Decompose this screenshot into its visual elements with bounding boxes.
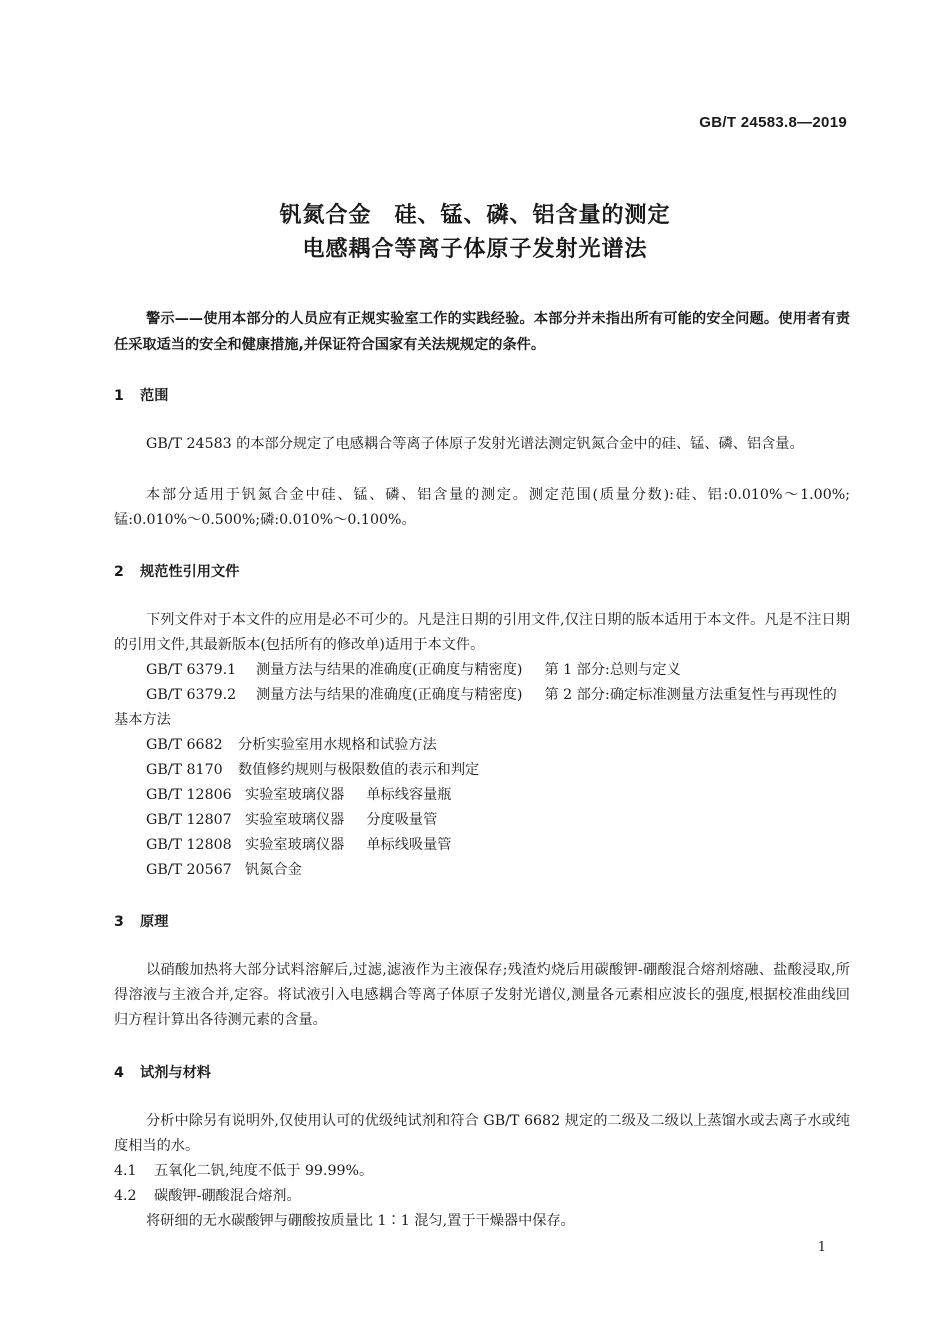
reference-title: 实验室玻璃仪器 bbox=[245, 837, 345, 853]
scope-paragraph-1: GB/T 24583 的本部分规定了电感耦合等离子体原子发射光谱法测定钒氮合金中的硅、锰、磷、铝含量。 bbox=[146, 436, 804, 452]
section-heading-3 bbox=[114, 911, 168, 931]
section-number: 2 bbox=[114, 564, 124, 580]
reference-code: GB/T 12807 bbox=[146, 812, 232, 828]
reference-code: GB/T 6682 bbox=[146, 737, 223, 753]
reference-item bbox=[114, 833, 850, 858]
reference-title: 数值修约规则与极限数值的表示和判定 bbox=[238, 762, 480, 778]
reference-part: 第 2 部分:确定标准测量方法重复性与再现性的基本方法 bbox=[114, 687, 837, 728]
section-title: 试剂与材料 bbox=[140, 1065, 211, 1081]
document-title-line1: 钒氮合金 硅、锰、磷、铝含量的测定 bbox=[279, 203, 671, 228]
reference-item bbox=[114, 733, 850, 758]
reference-code: GB/T 20567 bbox=[146, 862, 232, 878]
reference-title: 测量方法与结果的准确度(正确度与精密度) bbox=[256, 662, 523, 678]
scope-paragraph-2: 本部分适用于钒氮合金中硅、锰、磷、铝含量的测定。测定范围(质量分数):硅、铝:0.010%～1.00%;锰:0.010%～0.500%;磷:0.010%～0.100%。 bbox=[114, 487, 850, 528]
page-number: 1 bbox=[817, 1240, 826, 1255]
clause-number: 4.1 bbox=[114, 1163, 137, 1179]
section-number: 4 bbox=[114, 1065, 124, 1081]
reference-part: 单标线吸量管 bbox=[366, 837, 452, 853]
reference-code: GB/T 6379.1 bbox=[146, 662, 237, 678]
reference-item bbox=[114, 758, 850, 783]
reference-title: 分析实验室用水规格和试验方法 bbox=[238, 737, 437, 753]
reference-item bbox=[114, 683, 850, 733]
reference-title: 钒氮合金 bbox=[245, 862, 302, 878]
section-title: 范围 bbox=[140, 388, 169, 404]
clause-4-2 bbox=[114, 1184, 850, 1209]
principle-paragraph: 以硝酸加热将大部分试料溶解后,过滤,滤液作为主液保存;残渣灼烧后用碳酸钾-硼酸混合熔剂熔融、盐酸浸取,所得溶液与主液合并,定容。将试液引入电感耦合等离子体原子发射光谱仪,测量各元素相应波长的强度,根据校准曲线回归方程计算出各待测元素的含量。 bbox=[114, 962, 850, 1028]
section-number: 1 bbox=[114, 388, 124, 404]
clause-text: 碳酸钾-硼酸混合熔剂。 bbox=[154, 1188, 301, 1204]
section-heading-2 bbox=[114, 561, 239, 581]
reference-item bbox=[114, 808, 850, 833]
clause-text: 五氧化二钒,纯度不低于 99.99%。 bbox=[154, 1163, 374, 1179]
reference-code: GB/T 6379.2 bbox=[146, 687, 237, 703]
reference-part: 第 1 部分:总则与定义 bbox=[544, 662, 681, 678]
clause-4-1 bbox=[114, 1159, 850, 1184]
section-heading-4 bbox=[114, 1062, 211, 1082]
reference-item bbox=[114, 858, 850, 883]
warning-paragraph: 警示——使用本部分的人员应有正规实验室工作的实践经验。本部分并未指出所有可能的安全问题。使用者有责任采取适当的安全和健康措施,并保证符合国家有关法规规定的条件。 bbox=[114, 311, 850, 353]
standard-code: GB/T 24583.8—2019 bbox=[699, 114, 847, 131]
section-title: 原理 bbox=[140, 914, 169, 930]
document-title-line2: 电感耦合等离子体原子发射光谱法 bbox=[302, 237, 648, 262]
reference-item bbox=[114, 658, 850, 683]
reference-part: 单标线容量瓶 bbox=[366, 787, 452, 803]
clause-number: 4.2 bbox=[114, 1188, 137, 1204]
reagents-intro: 分析中除另有说明外,仅使用认可的优级纯试剂和符合 GB/T 6682 规定的二级及二级以上蒸馏水或去离子水或纯度相当的水。 bbox=[114, 1113, 850, 1154]
section-title: 规范性引用文件 bbox=[140, 564, 240, 580]
reference-code: GB/T 8170 bbox=[146, 762, 223, 778]
reference-code: GB/T 12806 bbox=[146, 787, 232, 803]
reference-title: 实验室玻璃仪器 bbox=[245, 787, 345, 803]
reference-part: 分度吸量管 bbox=[366, 812, 438, 828]
reference-code: GB/T 12808 bbox=[146, 837, 232, 853]
section-heading-1 bbox=[114, 385, 168, 405]
reference-item bbox=[114, 783, 850, 808]
references-intro: 下列文件对于本文件的应用是必不可少的。凡是注日期的引用文件,仅注日期的版本适用于本文件。凡是不注日期的引用文件,其最新版本(包括所有的修改单)适用于本文件。 bbox=[114, 612, 850, 653]
reference-title: 测量方法与结果的准确度(正确度与精密度) bbox=[256, 687, 523, 703]
clause-4-2-paragraph: 将研细的无水碳酸钾与硼酸按质量比 1∶1 混匀,置于干燥器中保存。 bbox=[146, 1213, 575, 1229]
reference-title: 实验室玻璃仪器 bbox=[245, 812, 345, 828]
section-number: 3 bbox=[114, 914, 124, 930]
